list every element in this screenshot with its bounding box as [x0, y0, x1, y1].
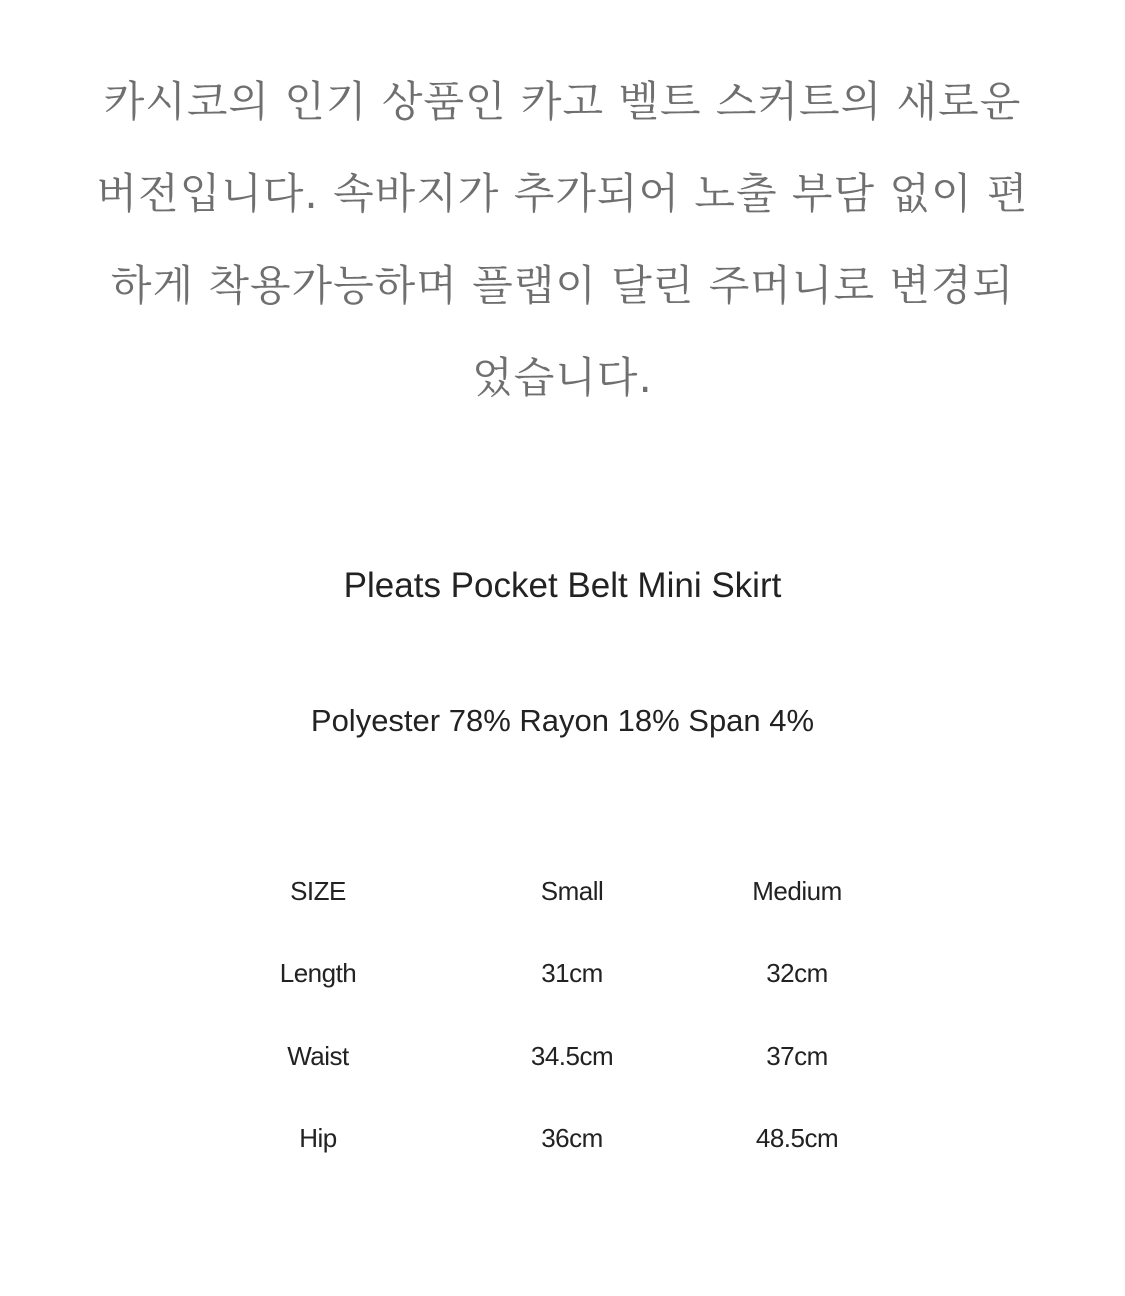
size-header-cell: Medium — [752, 876, 842, 906]
size-table-row — [0, 1031, 1125, 1081]
description-line: 하게 착용가능하며 플랩이 달린 주머니로 변경되 — [110, 261, 1015, 310]
size-header-cell: SIZE — [290, 876, 346, 906]
size-cell-medium: 37cm — [766, 1041, 828, 1071]
size-cell-medium: 32cm — [766, 958, 828, 988]
size-row-label: Length — [279, 958, 357, 988]
product-name: Pleats Pocket Belt Mini Skirt — [343, 566, 782, 605]
size-header-cell: Small — [540, 876, 604, 906]
size-cell-small: 31cm — [541, 958, 603, 988]
description-line: 카시코의 인기 상품인 카고 벨트 스커트의 새로운 — [103, 77, 1022, 126]
description-line: 었습니다. — [472, 353, 653, 402]
size-table-header-row — [0, 866, 1125, 916]
size-row-label: Hip — [299, 1123, 337, 1153]
size-cell-small: 36cm — [541, 1123, 603, 1153]
size-cell-medium: 48.5cm — [755, 1123, 839, 1153]
size-table-row — [0, 948, 1125, 998]
product-description — [0, 56, 1125, 424]
material-composition: Polyester 78% Rayon 18% Span 4% — [310, 703, 815, 738]
size-table-row — [0, 1113, 1125, 1163]
size-row-label: Waist — [287, 1041, 349, 1071]
size-cell-small: 34.5cm — [530, 1041, 614, 1071]
description-line: 버전입니다. 속바지가 추가되어 노출 부담 없이 편 — [96, 169, 1029, 218]
